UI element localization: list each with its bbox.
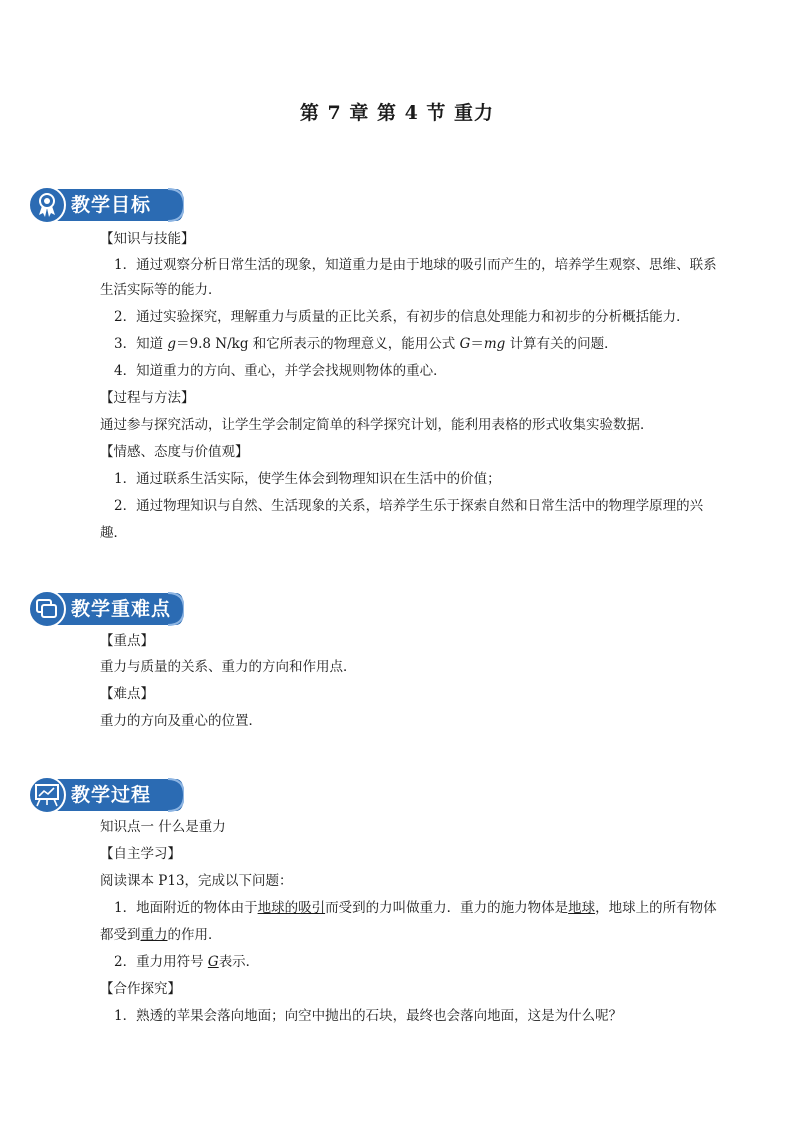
key-point: 重力与质量的关系、重力的方向和作用点． [100,659,357,675]
question-2 [114,952,744,972]
page-title: 第 7 章 第 4 节 重力 [299,102,495,124]
banner-label: 教学目标 [71,194,152,216]
question-1-line-1 [114,898,744,918]
q1-text: 都受到 [100,927,141,943]
heading-self-study: 【自主学习】 [100,846,181,862]
q2-answer-blank: G [207,954,219,970]
section-banner-goals [28,186,184,224]
section-banner-process [28,776,184,814]
q1-text: 1．地面附近的物体由于 [114,900,258,916]
heading-knowledge: 【知识与技能】 [100,231,195,247]
goal-5: 通过参与探究活动，让学生学会制定简单的科学探究计划，能利用表格的形式收集实验数据． [100,417,654,433]
heading-process-method: 【过程与方法】 [100,390,195,406]
heading-difficulty: 【难点】 [100,686,154,702]
q1-text: 的作用． [167,927,222,943]
goal-1-line-1: 1．通过观察分析日常生活的现象，知道重力是由于地球的吸引而产生的，培养学生观察、思维、联系 [114,257,717,273]
section-banner-key-points [28,590,184,628]
question-3: 1．熟透的苹果会落向地面；向空中抛出的石块，最终也会落向地面，这是为什么呢？ [114,1008,623,1024]
symbol-mg: mg [483,336,506,352]
heading-key: 【重点】 [100,633,154,649]
question-1-line-2 [100,925,730,945]
goal-4: 4．知道重力的方向、重心，并学会找规则物体的重心． [114,363,447,379]
goal-3-part: 计算有关的问题． [505,336,618,352]
symbol-G: G [459,336,471,352]
q1-answer-blank: 地球的吸引 [257,900,326,916]
q2-text: 表示． [218,954,260,970]
q1-text: ，地球上的所有物体 [595,900,717,916]
q2-text: 2．重力用符号 [114,954,208,970]
goal-7-line-2: 趣． [100,525,127,541]
goal-3-part: ＝9.8 N/kg 和它所表示的物理意义，能用公式 [176,336,460,352]
q1-answer-blank: 重力 [140,927,168,943]
q1-text: 而受到的力叫做重力．重力的施力物体是 [325,900,569,916]
goal-3-part: ＝ [470,336,484,352]
goal-6: 1．通过联系生活实际，使学生体会到物理知识在生活中的价值； [114,471,501,487]
goal-3-part: 3．知道 [114,336,168,352]
goal-3 [114,334,744,354]
reading-instruction: 阅读课本 P13，完成以下问题： [100,873,293,889]
q1-answer-blank: 地球 [568,900,596,916]
difficulty-point: 重力的方向及重心的位置． [100,713,262,729]
goal-2: 2．通过实验探究，理解重力与质量的正比关系，有初步的信息处理能力和初步的分析概括能力． [114,309,690,325]
goal-1-line-2: 生活实际等的能力． [100,282,222,298]
heading-cooperative: 【合作探究】 [100,981,181,997]
knowledge-point-1: 知识点一 什么是重力 [100,819,226,835]
banner-label: 教学过程 [71,784,152,806]
heading-attitude: 【情感、态度与价值观】 [100,444,249,460]
banner-label: 教学重难点 [71,598,172,620]
goal-7-line-1: 2．通过物理知识与自然、生活现象的关系，培养学生乐于探索自然和日常生活中的物理学原理的兴 [114,498,704,514]
symbol-g: g [167,336,177,352]
